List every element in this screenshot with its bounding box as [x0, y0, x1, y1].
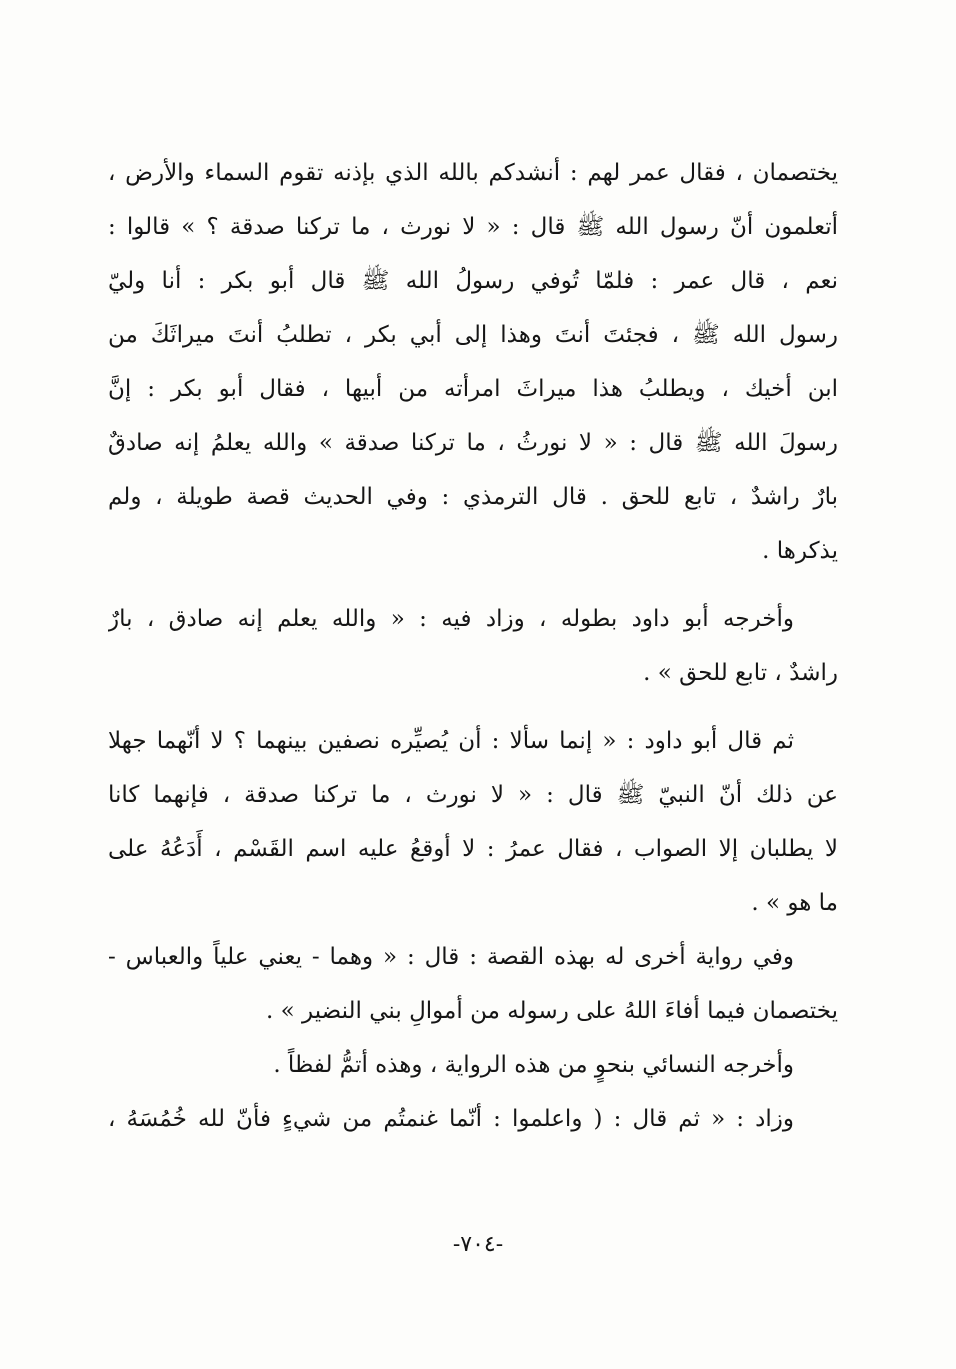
text-line: يختصمان فيما أفاءَ اللهُ على رسوله من أموالِ بني النضير » . [266, 998, 838, 1024]
text-line: أتعلمون أنّ رسول الله ﷺ قال : « لا نورث ، ما تركنا صدقة ؟ » قالوا : [108, 214, 838, 240]
text-line: ما هو » . [751, 890, 838, 916]
text-line: وفي رواية أخرى له بهذه القصة : قال : « وهما - يعني علياً والعباس - [108, 944, 794, 970]
text-line: وأخرجه النسائي بنحوٍ من هذه الرواية ، وهذه أتمُّ لفظاً . [273, 1052, 794, 1078]
page-number: -٧٠٤- [452, 1232, 504, 1257]
body-text [108, 146, 838, 1146]
text-line: نعم ، قال عمر : فلمّا تُوفي رسولُ الله ﷺ قال أبو بكر : أنا وليّ [108, 268, 838, 294]
text-line: رسول الله ﷺ ، فجئتَ أنتَ وهذا إلى أبي بكر ، تطلبُ أنتَ ميراثَكَ من [108, 322, 838, 348]
text-line: راشدٌ ، تابع للحق » . [643, 660, 838, 686]
paragraph-gap [108, 578, 838, 592]
text-line: لا يطلبان إلا الصواب ، فقال عمرُ : لا أوقعُ عليه اسم القَسْم ، أَدَعُهُ على [108, 836, 838, 862]
text-line: وأخرجه أبو داود بطوله ، وزاد فيه : « والله يعلم إنه صادق ، بارٌ [108, 606, 794, 632]
text-line: يختصمان ، فقال عمر لهم : أنشدكم بالله الذي بإذنه تقوم السماء والأرض ، [108, 160, 838, 186]
text-line: يذكرها . [762, 538, 838, 564]
text-line: ابن أخيك ، ويطلبُ هذا ميراثَ امرأته من أبيها ، فقال أبو بكر : إنَّ [108, 376, 838, 402]
text-line: عن ذلك أنّ النبيّ ﷺ قال : « لا نورث ، ما تركنا صدقة ، فإنهما كانا [108, 782, 838, 808]
text-line: وزاد : « ثم قال : ( واعلموا : أنّما غنمتُم من شيءٍ فأنّ لله خُمُسَهُ ، [108, 1106, 794, 1132]
text-line: رسولَ الله ﷺ قال : « لا نورثُ ، ما تركنا صدقة » والله يعلمُ إنه صادقٌ [108, 430, 838, 456]
text-line: ثم قال أبو داود : « إنما سألا : أن يُصيِّره نصفين بينهما ؟ لا أنّهما جهلا [108, 728, 794, 754]
text-line: بارٌ راشدٌ ، تابع للحق . قال الترمذي : وفي الحديث قصة طويلة ، ولم [108, 484, 838, 510]
paragraph-gap [108, 700, 838, 714]
